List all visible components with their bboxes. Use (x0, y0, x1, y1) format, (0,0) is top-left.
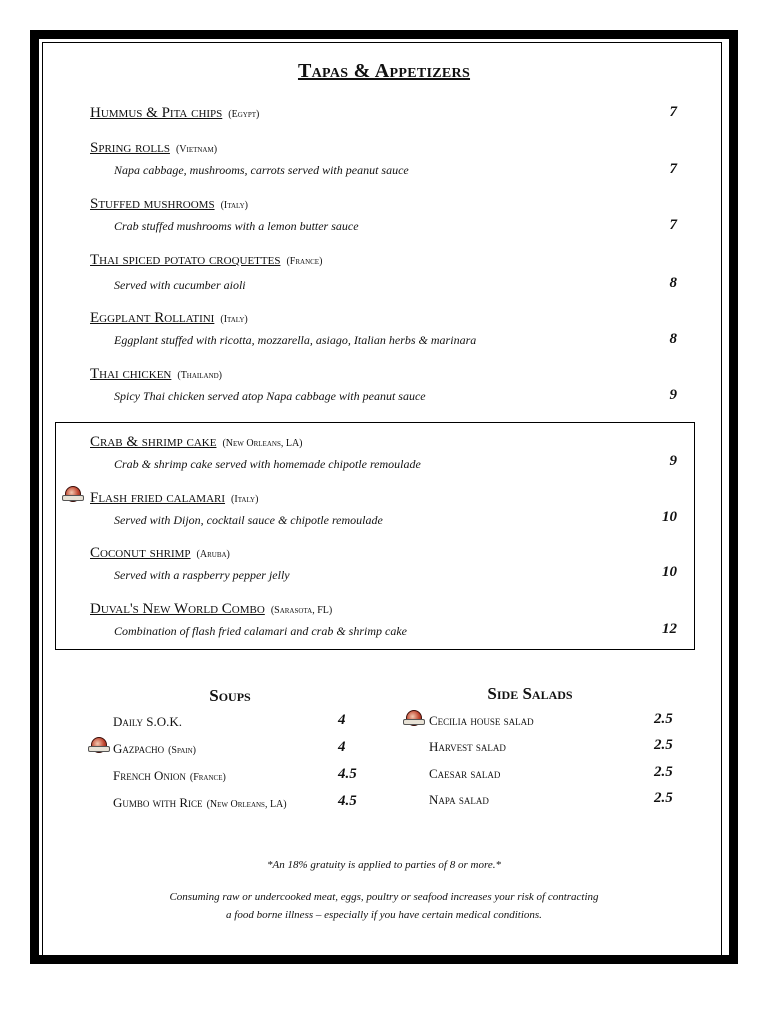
item-origin: (France) (189, 772, 226, 783)
item-price: 12 (662, 621, 677, 637)
soup-price: 4 (338, 739, 346, 755)
salad-item (429, 766, 500, 782)
item-name: Eggplant Rollatini (90, 310, 215, 326)
item-description: Crab stuffed mushrooms with a lemon butter sauce (114, 219, 359, 233)
item-origin: (Italy) (220, 200, 248, 211)
item-description: Combination of flash fried calamari and crab & shrimp cake (114, 624, 407, 638)
item-description: Eggplant stuffed with ricotta, mozzarella, asiago, Italian herbs & marinara (114, 333, 477, 347)
item-price: 9 (669, 387, 677, 403)
soup-price: 4.5 (338, 766, 357, 782)
item-origin: (Sarasota, FL) (270, 605, 333, 616)
item-price: 8 (669, 275, 677, 291)
border-left-bar (30, 30, 39, 964)
item-name: French Onion (113, 768, 186, 783)
menu-item (90, 309, 680, 347)
item-name: Caesar salad (429, 766, 501, 781)
salad-item (429, 713, 534, 729)
item-name: Cecilia house salad (429, 713, 534, 728)
item-name: Daily S.O.K. (113, 714, 182, 729)
item-origin: (Italy) (231, 494, 259, 505)
menu-item (90, 365, 680, 403)
salad-item (429, 739, 506, 755)
salad-price: 2.5 (654, 711, 673, 727)
soup-price: 4 (338, 712, 346, 728)
item-name: Thai chicken (90, 366, 172, 382)
item-origin: (Italy) (220, 314, 248, 325)
item-name: Hummus & Pita chips (90, 105, 223, 121)
side-salads-title: Side Salads (487, 684, 573, 703)
item-price: 7 (669, 217, 677, 233)
item-origin: (New Orleans, LA) (222, 438, 303, 449)
salad-item (429, 792, 489, 808)
item-description: Served with a raspberry pepper jelly (114, 568, 290, 582)
soup-item (113, 741, 196, 757)
item-description: Served with cucumber aioli (114, 278, 246, 292)
soup-item (113, 795, 287, 811)
menu-item (90, 139, 680, 177)
item-name: Gumbo with Rice (113, 795, 203, 810)
special-item (90, 600, 680, 638)
item-name: Stuffed mushrooms (90, 196, 215, 212)
item-origin: (Thailand) (177, 370, 223, 381)
special-item (90, 433, 680, 471)
item-name: Spring rolls (90, 140, 170, 156)
menu-item (90, 251, 680, 292)
item-origin: (Egypt) (228, 109, 260, 120)
salad-price: 2.5 (654, 790, 673, 806)
signature-seal-icon (403, 710, 425, 728)
border-right-bar (729, 30, 738, 964)
item-price: 7 (669, 161, 677, 177)
border-bottom-bar (30, 955, 738, 964)
health-warning-line-2: a food borne illness – especially if you have certain medical conditions. (226, 909, 542, 921)
item-price: 7 (669, 104, 677, 120)
soup-price: 4.5 (338, 793, 357, 809)
health-warning-line-1: Consuming raw or undercooked meat, eggs, poultry or seafood increases your risk of contracting (169, 891, 599, 903)
item-name: Crab & shrimp cake (90, 434, 217, 450)
item-origin: (New Orleans, LA) (206, 799, 287, 810)
border-top-bar (30, 30, 738, 39)
item-price: 8 (669, 331, 677, 347)
salad-price: 2.5 (654, 764, 673, 780)
item-name: Flash fried calamari (90, 490, 226, 506)
menu-item (90, 195, 680, 233)
signature-seal-icon (88, 737, 110, 755)
item-description: Napa cabbage, mushrooms, carrots served with peanut sauce (114, 163, 409, 177)
item-origin: (Vietnam) (175, 144, 218, 155)
item-name: Gazpacho (113, 741, 165, 756)
item-name: Harvest salad (429, 739, 506, 754)
item-description: Served with Dijon, cocktail sauce & chipotle remoulade (114, 513, 383, 527)
item-price: 9 (669, 453, 677, 469)
signature-seal-icon (62, 486, 84, 504)
item-description: Crab & shrimp cake served with homemade chipotle remoulade (114, 457, 421, 471)
gratuity-note: *An 18% gratuity is applied to parties of 8 or more.* (267, 859, 501, 871)
item-price: 10 (662, 564, 677, 580)
soups-title: Soups (209, 686, 251, 705)
item-description: Spicy Thai chicken served atop Napa cabbage with peanut sauce (114, 389, 426, 403)
item-origin: (France) (286, 256, 323, 267)
menu-title: Tapas & Appetizers (297, 60, 471, 82)
soup-item (113, 714, 182, 730)
special-item (90, 544, 680, 582)
item-price: 10 (662, 509, 677, 525)
soup-item (113, 768, 226, 784)
salad-price: 2.5 (654, 737, 673, 753)
item-origin: (Aruba) (196, 549, 230, 560)
menu-item (90, 104, 680, 122)
special-item (90, 489, 680, 527)
item-name: Duval's New World Combo (90, 601, 265, 617)
item-name: Thai spiced potato croquettes (90, 252, 281, 268)
item-name: Napa salad (429, 792, 489, 807)
item-origin: (Spain) (168, 745, 196, 756)
item-name: Coconut shrimp (90, 545, 191, 561)
